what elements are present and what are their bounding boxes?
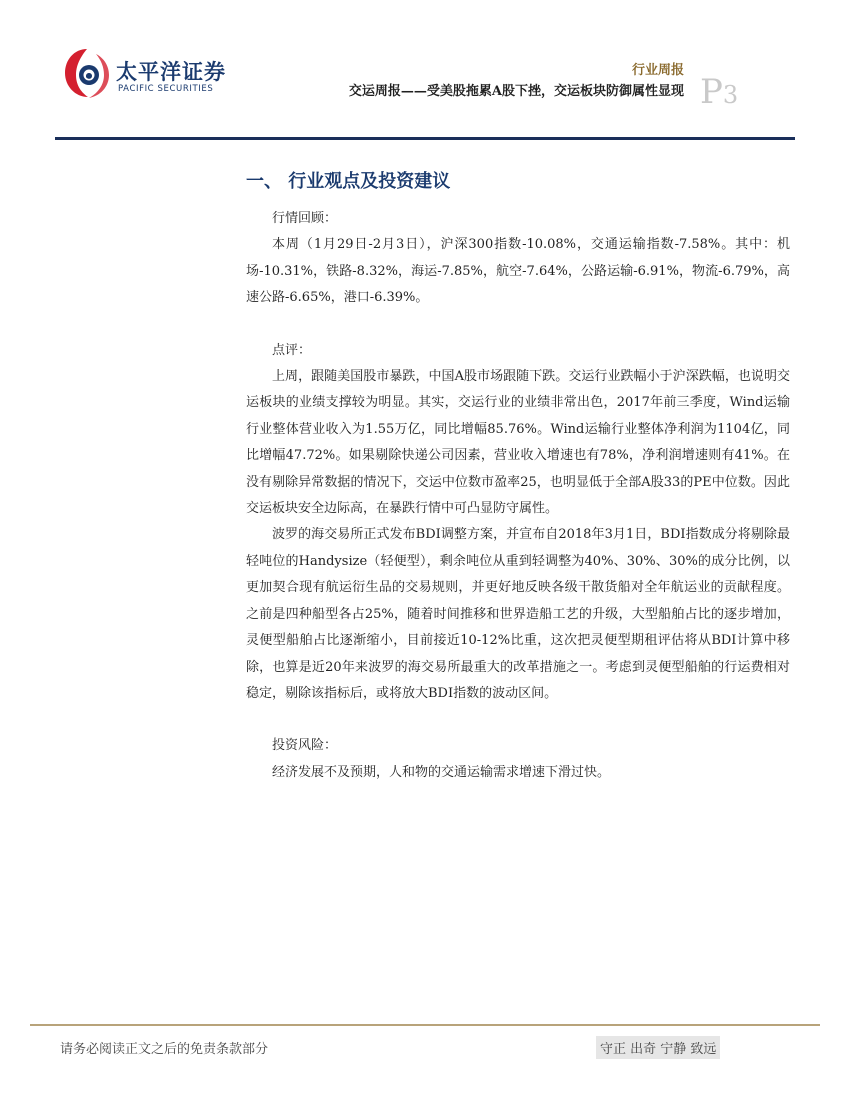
company-logo xyxy=(62,46,262,106)
company-name-cn: 太平洋证券 xyxy=(116,60,226,84)
spacer xyxy=(246,707,790,733)
company-motto: 守正 出奇 宁静 致远 xyxy=(596,1036,720,1059)
header-divider xyxy=(55,137,795,140)
market-review-label: 行情回顾： xyxy=(272,211,338,226)
report-type: 行业周报 xyxy=(631,63,684,78)
page-number xyxy=(700,72,738,112)
report-title: 交运周报——受美股拖累A股下挫，交运板块防御属性显现 xyxy=(348,84,684,99)
section-title: 一、 行业观点及投资建议 xyxy=(246,171,451,192)
page-digit: 3 xyxy=(722,81,739,109)
comment-paragraph-1: 上周，跟随美国股市暴跌，中国A股市场跟随下跌。交运行业跌幅小于沪深跌幅，也说明交运板块的业绩支撑较为明显。其实，交运行业的业绩非常出色，2017年前三季度，Wind运输行业整体营业收入为1.55万亿，同比增幅85.76%。Wind运输行业整体净利润为1104亿，同比增幅47.72%。如果剔除快递公司因素，营业收入增速也有78%，净利润增速则有41%。在没有剔除异常数据的情况下，交运中位数市盈率25，也明显低于全部A股33的PE中位数。因此交运板块安全边际高，在暴跌行情中可凸显防守属性。 xyxy=(246,369,790,517)
risk-text: 经济发展不及预期，人和物的交通运输需求增速下滑过快。 xyxy=(272,764,611,780)
comment-label: 点评： xyxy=(272,342,312,358)
market-review-text: 本周（1月29日-2月3日），沪深300指数-10.08%，交通运输指数-7.58%。其中：机场-10.31%，铁路-8.32%，海运-7.85%，航空-7.64%，公路运输-6.91%，物流-6.79%，高速公路-6.65%，港口-6.39%。 xyxy=(246,237,790,306)
risk-label: 投资风险： xyxy=(272,738,338,754)
footer-divider xyxy=(30,1024,820,1026)
pacific-securities-logo-icon xyxy=(62,46,112,100)
spacer xyxy=(246,312,790,338)
disclaimer-note: 请务必阅读正文之后的免责条款部分 xyxy=(60,1042,269,1057)
report-body xyxy=(246,206,790,786)
page-letter: P xyxy=(700,72,723,112)
company-name-en: PACIFIC SECURITIES xyxy=(118,84,214,94)
comment-paragraph-2: 波罗的海交易所正式发布BDI调整方案，并宣布自2018年3月1日，BDI指数成分将剔除最轻吨位的Handysize（轻便型），剩余吨位从重到轻调整为40%、30%、30%的成分比例，以更加契合现有航运衍生品的交易规则，并更好地反映各级干散货船对全年航运业的贡献程度。之前是四种船型各占25%，随着时间推移和世界造船工艺的升级，大型船舶占比的逐步增加，灵便型船舶占比逐渐缩小，目前接近10-12%比重，这次把灵便型期租评估将从BDI计算中移除，也算是近20年来波罗的海交易所最重大的改革措施之一。考虑到灵便型船舶的行运费相对稳定，剔除该指标后，或将放大BDI指数的波动区间。 xyxy=(246,527,790,701)
